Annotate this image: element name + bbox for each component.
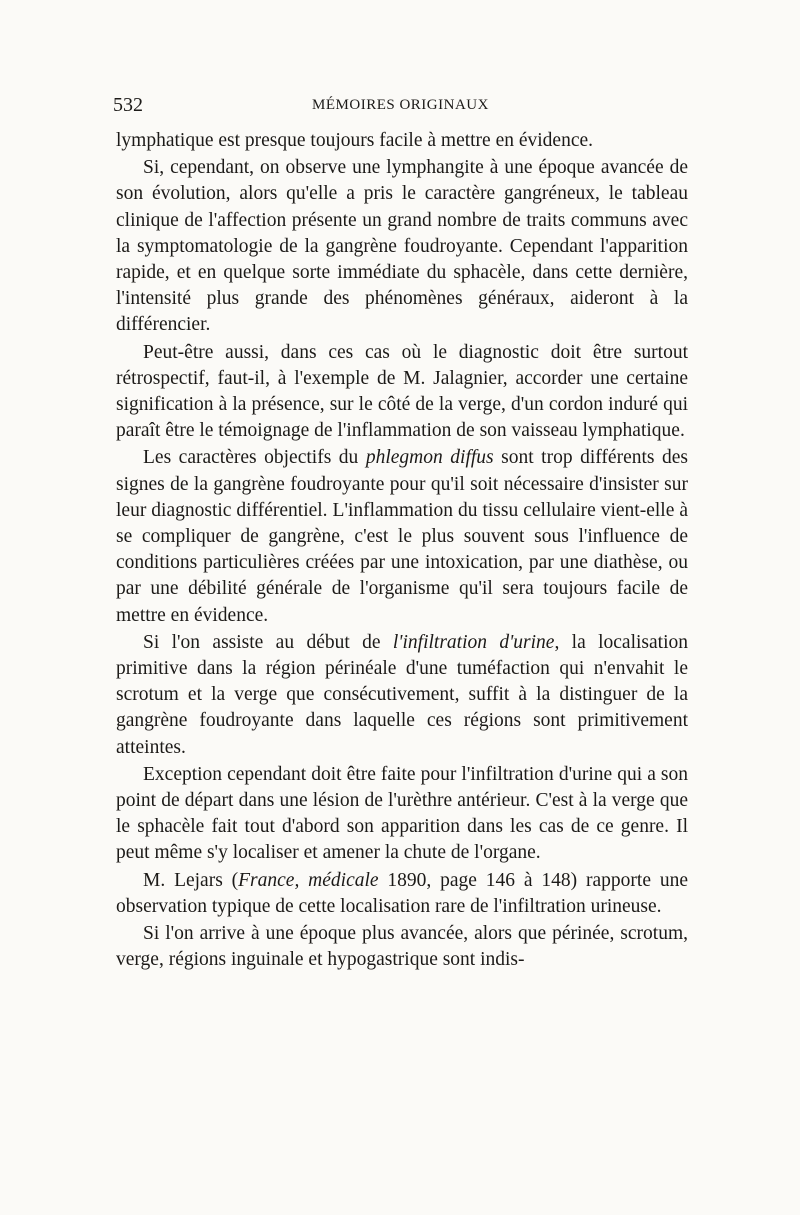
emphasis-phlegmon: phlegmon diffus — [365, 447, 494, 469]
text-run: sont trop différents des signes de la gangrène foudroyante pour qu'il soit nécessaire d'insister sur leur diagnostic différentiel. L'inflammation du tissu cellulaire vient-elle à se compliquer de gangrène, c'est le plus souvent sous l'influence de conditions particulières créées par une intoxication, par une diathèse, ou par une débilité générale de l'organisme qu'il sera toujours facile de mettre en évidence. — [116, 447, 689, 626]
running-title: MÉMOIRES ORIGINAUX — [312, 97, 489, 113]
emphasis-journal: France, médicale — [238, 869, 379, 891]
text-run: 1890, page 146 à 148) rapporte une observation typique de cette localisation rare de l'infiltration urineuse. — [116, 869, 688, 917]
text-run: M. Lejars ( — [143, 869, 239, 891]
paragraph-exception: Exception cependant doit être faite pour l'infiltration d'urine qui a son point de départ dans une lésion de l'urèthre antérieur. C'est à la verge que le sphacèle fait tout d'abord son apparition dans les cas de ce genre. Il peut même s'y localiser et amener la chute de l'organe. — [116, 763, 688, 864]
emphasis-infiltration: l'infiltration d'urine — [392, 631, 555, 653]
paragraph-infiltration — [116, 630, 688, 761]
text-run: , la localisation primitive dans la région périnéale d'une tuméfaction qui n'envahit le scrotum et la verge que consécutivement, suffit à la distinguer de la gangrène foudroyante dans laquelle ces régions sont primitivement atteintes. — [116, 631, 688, 758]
page-header — [113, 94, 688, 124]
text-run: Les caractères objectifs du — [143, 447, 366, 469]
paragraph-final: Si l'on arrive à une époque plus avancée, alors que périnée, scrotum, verge, régions inguinale et hypogastrique sont indis- — [116, 923, 688, 971]
paragraph-lymphangite: Si, cependant, on observe une lymphangite à une époque avancée de son évolution, alors qu'elle a pris le caractère gangréneux, le tableau clinique de l'affection présente un grand nombre de traits communs avec la symptomatologie de la gangrène foudroyante. Cependant l'apparition rapide, et en quelque sorte immédiate du sphacèle, dans cette dernière, l'intensité plus grande des phénomènes généraux, aideront à la différencier. — [116, 157, 688, 336]
paragraph-jalagnier: Peut-être aussi, dans ces cas où le diagnostic doit être surtout rétrospectif, faut-il, à l'exemple de M. Jalagnier, accorder une certaine signification à la présence, sur le côté de la verge, d'un cordon induré qui paraît être le témoignage de l'inflammation de son vaisseau lymphatique. — [116, 341, 688, 442]
page-number: 532 — [113, 94, 143, 116]
paragraph-lejars — [116, 868, 688, 920]
text-run: Si l'on assiste au début de — [143, 631, 393, 653]
paragraph-phlegmon — [116, 445, 688, 628]
paragraph-continuation: lymphatique est presque toujours facile à mettre en évidence. — [116, 130, 594, 151]
body-text — [116, 128, 688, 974]
